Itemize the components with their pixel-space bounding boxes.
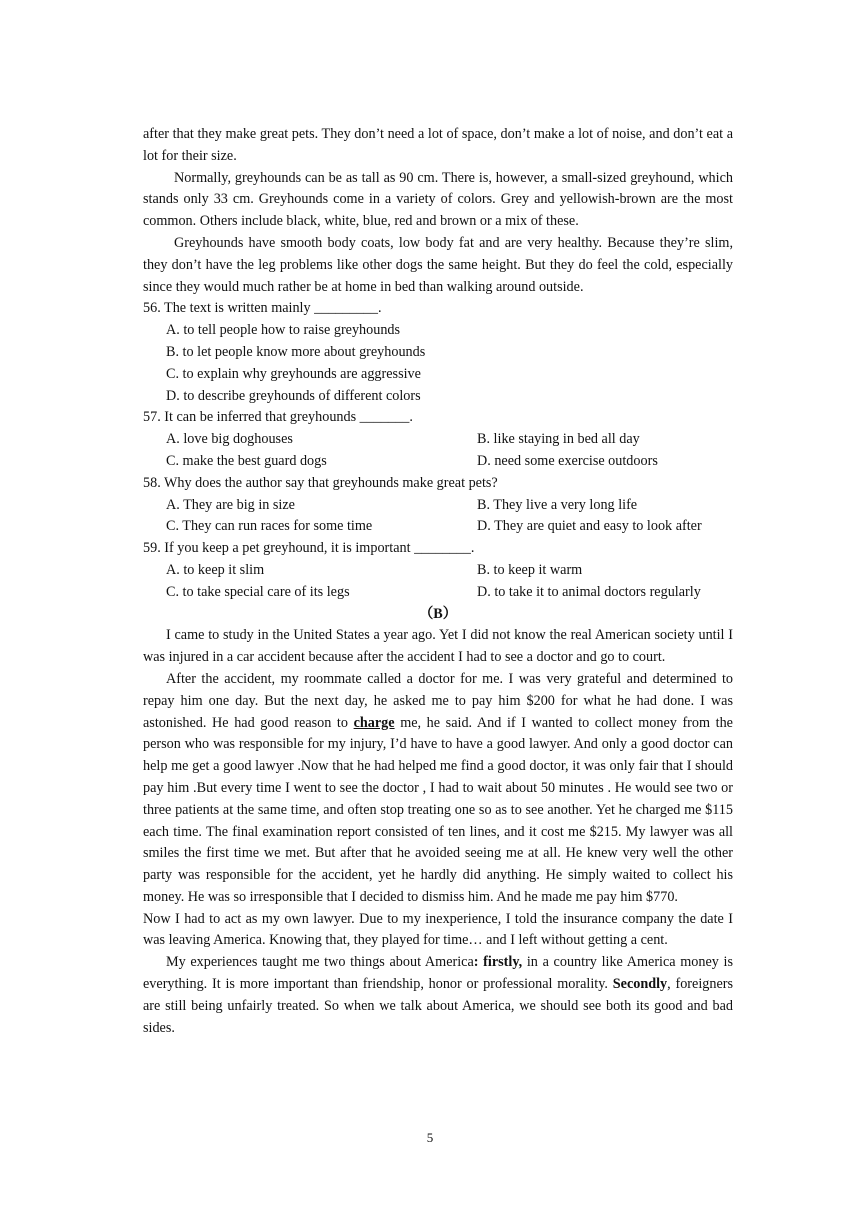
question-56-option-a: A. to tell people how to raise greyhounds <box>166 322 401 339</box>
bold-firstly: : firstly, <box>473 954 523 971</box>
question-59-options-row-2 <box>143 582 733 604</box>
passage-b-paragraph: I came to study in the United States a year ago. Yet I did not know the real American society until I was injured in a car accident because after the accident I had to see a doctor and go to court. <box>143 627 733 666</box>
paragraph-text: My experiences taught me two things about America <box>166 954 474 971</box>
question-58-option-d: D. They are quiet and easy to look after <box>477 518 702 535</box>
question-57-option-b: B. like staying in bed all day <box>477 431 640 448</box>
question-59-option-a: A. to keep it slim <box>166 561 265 578</box>
question-59-option-b: B. to keep it warm <box>477 561 583 578</box>
passage-b-heading: （B） <box>419 605 457 622</box>
passage-b-paragraph <box>143 952 733 1039</box>
passage-a-paragraph: Greyhounds have smooth body coats, low body fat and are very healthy. Because they’re slim, they don’t have the leg problems like other dogs the same height. But they do feel the cold, especially since they would much rather be at home in bed than walking around outside. <box>143 234 733 295</box>
page-number: 5 <box>426 1130 434 1145</box>
bold-secondly: Secondly <box>612 976 668 993</box>
passage-a-paragraph: Normally, greyhounds can be as tall as 90 cm. There is, however, a small-sized greyhound, which stands only 33 cm. Greyhounds come in a variety of colors. Grey and yellowish-brown are the most common. Others include black, white, blue, red and brown or a mix of these. <box>143 169 733 230</box>
question-56-option-b: B. to let people know more about greyhounds <box>166 343 426 360</box>
keyword-charge: charge <box>353 714 395 731</box>
question-57-option-c: C. make the best guard dogs <box>166 452 327 469</box>
question-58-options-row-1 <box>143 495 733 517</box>
question-56-option-c: C. to explain why greyhounds are aggressive <box>166 365 421 382</box>
question-56-stem: 56. The text is written mainly _________. <box>143 300 382 317</box>
question-56-option-d: D. to describe greyhounds of different colors <box>166 387 421 404</box>
question-59-option-d: D. to take it to animal doctors regularly <box>477 583 701 600</box>
paragraph-text: me, he said. And if I wanted to collect money from the person who was responsible for my injury, I’d have to have a good lawyer. And only a good doctor can help me get a good lawyer .Now that he had helped me find a good doctor, it was only fair that I should pay him .But every time I went to see the doctor , I had to wait about 50 minutes . He would see two or three patients at the same time, and often stop treating one so as to see another. Yet he charged me $115 each time. The final examination report consisted of ten lines, and it cost me $215. My lawyer was all smiles the first time we met. But after that he avoided seeing me at all. He knew very well the other party was responsible for the accident, yet he hardly did anything. He simply waited to collect his money. He was so irresponsible that I decided to dismiss him. And he made me pay him $770. <box>143 714 733 905</box>
passage-b-paragraph <box>143 669 733 909</box>
question-59-options-row-1 <box>143 560 733 582</box>
question-58-option-b: B. They live a very long life <box>477 496 638 513</box>
question-59-option-c: C. to take special care of its legs <box>166 583 350 600</box>
page-content <box>143 124 733 1039</box>
question-57-options-row-2 <box>143 451 733 473</box>
passage-b-paragraph: Now I had to act as my own lawyer. Due to my inexperience, I told the insurance company the date I was leaving America. Knowing that, they played for time… and I left without getting a cent. <box>143 910 733 949</box>
paragraph-text: , foreigners are still being unfairly treated. So when we talk about America, we should see both its good and bad sides. <box>143 976 733 1036</box>
question-58-option-c: C. They can run races for some time <box>166 518 373 535</box>
question-57-option-a: A. love big doghouses <box>166 431 293 448</box>
paragraph-text: in a country like America money is everything. It is more important than friendship, honor or professional morality. <box>143 954 734 993</box>
question-57-stem: 57. It can be inferred that greyhounds _______. <box>143 409 413 426</box>
question-58-stem: 58. Why does the author say that greyhounds make great pets? <box>143 474 498 491</box>
passage-a-paragraph: after that they make great pets. They don’t need a lot of space, don’t make a lot of noise, and don’t eat a lot for their size. <box>143 126 733 164</box>
paragraph-text: After the accident, my roommate called a doctor for me. I was very grateful and determined to repay him one day. But the next day, he asked me to pay him $200 for what he had done. I was astonished. He had good reason to <box>143 670 733 731</box>
question-57-options-row-1 <box>143 429 733 451</box>
question-59-stem: 59. If you keep a pet greyhound, it is important ________. <box>143 540 475 557</box>
question-58-option-a: A. They are big in size <box>166 496 295 513</box>
question-57-option-d: D. need some exercise outdoors <box>477 452 658 469</box>
question-58-options-row-2 <box>143 516 733 538</box>
